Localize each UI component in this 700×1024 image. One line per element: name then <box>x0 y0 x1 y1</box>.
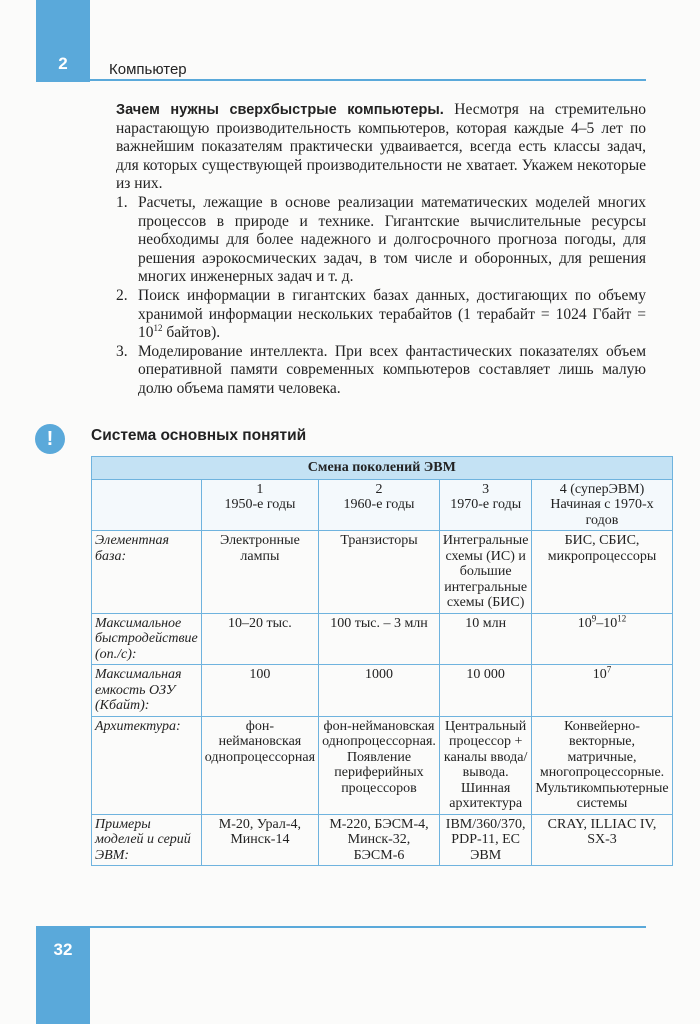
generation-period: 1960-е годы <box>343 497 415 512</box>
table-cell: М-220, БЭСМ-4, Минск-32, БЭСМ-6 <box>319 814 440 866</box>
generation-cell <box>439 479 532 531</box>
table-corner-cell <box>92 479 202 531</box>
list-item <box>116 287 646 343</box>
list-item-text: Поиск информации в гигантских базах данных, достигающих по объему хранимой информации нескольких терабайтов (1 терабайт = 1024 Гбайт = 10 <box>138 286 646 342</box>
row-label: Максимальное быстродействие (оп./с): <box>92 613 202 665</box>
intro-paragraph <box>116 101 646 194</box>
table-cell: 100 тыс. – 3 млн <box>319 613 440 665</box>
table-row <box>92 613 673 665</box>
table-cell: М-20, Урал-4, Минск-14 <box>201 814 318 866</box>
table-cell: Электронные лампы <box>201 531 318 614</box>
exponent: 12 <box>617 612 627 623</box>
list-item <box>116 343 646 399</box>
table-row <box>92 531 673 614</box>
chapter-title: Компьютер <box>109 61 187 78</box>
chapter-tab <box>36 0 90 82</box>
table-cell: 10 000 <box>439 665 532 717</box>
table-cell: Транзисторы <box>319 531 440 614</box>
exponent: 7 <box>606 664 612 675</box>
row-label: Максимальная емкость ОЗУ (Кбайт): <box>92 665 202 717</box>
table-cell: фон-неймановская однопроцессорная <box>201 716 318 814</box>
list-item-text: байтов). <box>162 324 221 342</box>
exclamation-icon: ! <box>35 424 65 454</box>
list-item-number: 3. <box>116 342 128 360</box>
table-cell: БИС, СБИС, микропроцессоры <box>532 531 672 614</box>
list-item <box>116 194 646 287</box>
generation-cell <box>201 479 318 531</box>
exponent: 9 <box>591 612 597 623</box>
table-cell <box>532 665 672 717</box>
chapter-number: 2 <box>58 54 68 73</box>
list-item-text: Расчеты, лежащие в основе реализации математических моделей многих процессов в природе и технике. Гигантские вычислительные ресурсы необходимы для более надежного и долгосрочного прогноза погоды, для решения аэрокосмических задач, в том числе и оборонных, для решения многих инженерных задач и т. д. <box>138 193 646 286</box>
table-row <box>92 665 673 717</box>
generation-cell <box>532 479 672 531</box>
list-item-number: 2. <box>116 286 128 304</box>
table-cell: фон-неймановская однопроцессорная. Появление периферийных процессоров <box>319 716 440 814</box>
generation-period: Начиная с 1970-х годов <box>550 497 654 528</box>
generation-cell <box>319 479 440 531</box>
list-item-text: Моделирование интеллекта. При всех фантастических показателях объем оперативной памяти современных компьютеров составляет лишь малую долю объема памяти человека. <box>138 342 646 397</box>
footer-rule <box>90 926 646 928</box>
body-text <box>116 101 646 399</box>
generation-period: 1950-е годы <box>224 497 296 512</box>
table-cell: CRAY, ILLIAC IV, SX-3 <box>532 814 672 866</box>
table-row <box>92 716 673 814</box>
table-cell: Конвейерно-векторные, матричные, многопроцессорные. Мультикомпьютерные системы <box>532 716 672 814</box>
table-cell: Интегральные схемы (ИС) и большие интегральные схемы (БИС) <box>439 531 532 614</box>
table-cell: 10–20 тыс. <box>201 613 318 665</box>
value-base: 10 <box>577 615 592 631</box>
table-cell: IBM/360/370, PDP-11, ЕС ЭВМ <box>439 814 532 866</box>
generation-period: 1970-е годы <box>450 497 522 512</box>
row-label: Примеры моделей и серий ЭВМ: <box>92 814 202 866</box>
reasons-list <box>116 194 646 399</box>
intro-heading: Зачем нужны сверхбыстрые компьютеры. <box>116 102 444 118</box>
row-label: Архитектура: <box>92 716 202 814</box>
header-rule <box>90 79 646 81</box>
section-title: Система основных понятий <box>91 427 307 444</box>
generation-number: 3 <box>482 481 490 497</box>
generation-number: 1 <box>256 481 264 497</box>
generation-number: 4 (суперЭВМ) <box>559 481 645 497</box>
table-row <box>92 479 673 531</box>
table-cell: 10 млн <box>439 613 532 665</box>
exponent: 12 <box>153 322 163 333</box>
table-cell: 1000 <box>319 665 440 717</box>
page-number-tab <box>36 926 90 1024</box>
generations-table <box>91 456 673 866</box>
table-title: Смена поколений ЭВМ <box>92 457 673 480</box>
table-row <box>92 814 673 866</box>
page-number: 32 <box>53 940 73 959</box>
table-cell <box>532 613 672 665</box>
value-base: 10 <box>592 667 607 682</box>
table-cell: 100 <box>201 665 318 717</box>
list-item-number: 1. <box>116 193 128 211</box>
row-label: Элементная база: <box>92 531 202 614</box>
generation-number: 2 <box>375 481 383 497</box>
table-cell: Центральный процессор + каналы ввода/вывода. Шинная архитектура <box>439 716 532 814</box>
intro-text: Несмотря на стремительно нарастающую производительность компьютеров, которая каждые 4–5 лет по важнейшим показателям практически удваивается, всегда есть классы задач, для которых существующей производительности не хватает. Укажем некоторые из них. <box>116 101 646 193</box>
value-base: –10 <box>596 615 618 631</box>
